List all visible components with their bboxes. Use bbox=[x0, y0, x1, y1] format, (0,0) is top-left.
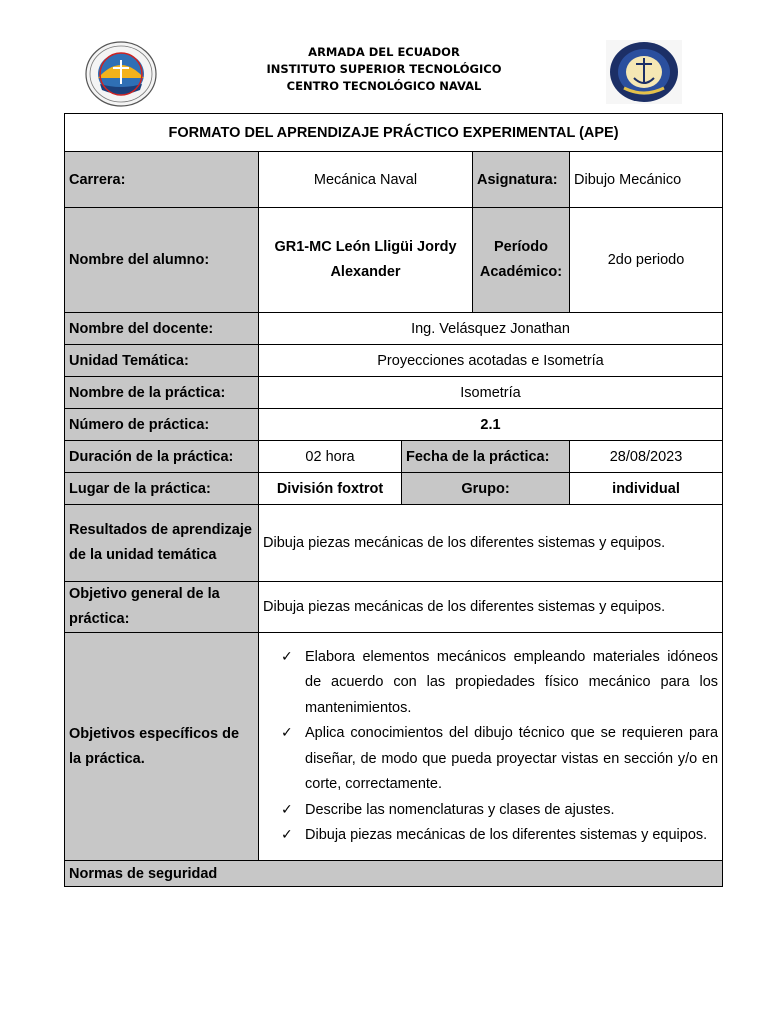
form-title: FORMATO DEL APRENDIZAJE PRÁCTICO EXPERIMENTAL (APE) bbox=[65, 114, 723, 152]
periodo-value: 2do periodo bbox=[570, 208, 723, 313]
grupo-label: Grupo: bbox=[402, 473, 570, 505]
list-item-text: Dibuja piezas mecánicas de los diferentes sistemas y equipos. bbox=[305, 827, 708, 843]
duracion-value: 02 hora bbox=[259, 441, 402, 473]
numero-label: Número de práctica: bbox=[65, 409, 259, 441]
alumno-label: Nombre del alumno: bbox=[65, 208, 259, 313]
duracion-label: Duración de la práctica: bbox=[65, 441, 259, 473]
fecha-label: Fecha de la práctica: bbox=[402, 441, 570, 473]
lugar-label: Lugar de la práctica: bbox=[65, 473, 259, 505]
alumno-value: GR1-MC León Lligüi Jordy Alexander bbox=[259, 208, 473, 313]
unidad-row bbox=[65, 345, 723, 377]
institution-line-2: INSTITUTO SUPERIOR TECNOLÓGICO bbox=[266, 62, 502, 76]
lugar-value: División foxtrot bbox=[259, 473, 402, 505]
docente-label: Nombre del docente: bbox=[65, 313, 259, 345]
list-item-text: Elabora elementos mecánicos empleando materiales idóneos de acuerdo con las propiedades físico mecánico para los mantenimientos. bbox=[305, 648, 719, 716]
practica-nombre-row bbox=[65, 377, 723, 409]
objetivos-especificos-row bbox=[65, 633, 723, 861]
armada-del-ecuador-seal-icon bbox=[84, 40, 158, 108]
periodo-label: Período Académico: bbox=[473, 208, 570, 313]
check-icon: ✓ bbox=[281, 801, 293, 818]
unidad-label: Unidad Temática: bbox=[65, 345, 259, 377]
carrera-value: Mecánica Naval bbox=[259, 152, 473, 208]
list-item bbox=[259, 823, 718, 849]
form-title-row bbox=[65, 114, 723, 152]
list-item-text: Describe las nomenclaturas y clases de ajustes. bbox=[305, 801, 615, 818]
list-item bbox=[259, 721, 718, 798]
objetivos-especificos-label: Objetivos específicos de la práctica. bbox=[65, 633, 259, 861]
institution-name bbox=[200, 44, 568, 95]
objetivos-especificos-list bbox=[259, 645, 718, 849]
asignatura-value: Dibujo Mecánico bbox=[570, 152, 723, 208]
practica-nombre-label: Nombre de la práctica: bbox=[65, 377, 259, 409]
numero-row bbox=[65, 409, 723, 441]
check-icon: ✓ bbox=[281, 827, 293, 843]
lugar-row bbox=[65, 473, 723, 505]
carrera-row bbox=[65, 152, 723, 208]
fecha-value: 28/08/2023 bbox=[570, 441, 723, 473]
resultados-label: Resultados de aprendizaje de la unidad temática bbox=[65, 505, 259, 582]
unidad-value: Proyecciones acotadas e Isometría bbox=[259, 345, 723, 377]
ape-form-table bbox=[64, 113, 723, 887]
normas-label: Normas de seguridad bbox=[65, 861, 723, 887]
list-item bbox=[259, 645, 718, 722]
institution-line-3: CENTRO TECNOLÓGICO NAVAL bbox=[286, 79, 482, 93]
objetivos-especificos-cell bbox=[259, 633, 723, 861]
normas-row bbox=[65, 861, 723, 887]
docente-row bbox=[65, 313, 723, 345]
centro-tecnologico-naval-seal-icon bbox=[606, 40, 682, 104]
docente-value: Ing. Velásquez Jonathan bbox=[259, 313, 723, 345]
carrera-label: Carrera: bbox=[65, 152, 259, 208]
grupo-value: individual bbox=[570, 473, 723, 505]
list-item-text: Aplica conocimientos del dibujo técnico que se requieren para diseñar, de modo que pueda proyectar vistas en sección y/o en corte, correctamente. bbox=[305, 725, 719, 792]
alumno-row bbox=[65, 208, 723, 313]
objetivo-general-row bbox=[65, 582, 723, 633]
check-icon: ✓ bbox=[281, 648, 293, 665]
objetivo-general-label: Objetivo general de la práctica: bbox=[65, 582, 259, 633]
check-icon: ✓ bbox=[281, 725, 293, 741]
institution-line-1: ARMADA DEL ECUADOR bbox=[308, 45, 460, 59]
numero-value: 2.1 bbox=[259, 409, 723, 441]
duracion-row bbox=[65, 441, 723, 473]
objetivo-general-value: Dibuja piezas mecánicas de los diferentes sistemas y equipos. bbox=[259, 582, 723, 633]
resultados-row bbox=[65, 505, 723, 582]
list-item bbox=[259, 798, 718, 824]
practica-nombre-value: Isometría bbox=[259, 377, 723, 409]
resultados-value: Dibuja piezas mecánicas de los diferentes sistemas y equipos. bbox=[259, 505, 723, 582]
asignatura-label: Asignatura: bbox=[473, 152, 570, 208]
document-header bbox=[0, 0, 768, 112]
